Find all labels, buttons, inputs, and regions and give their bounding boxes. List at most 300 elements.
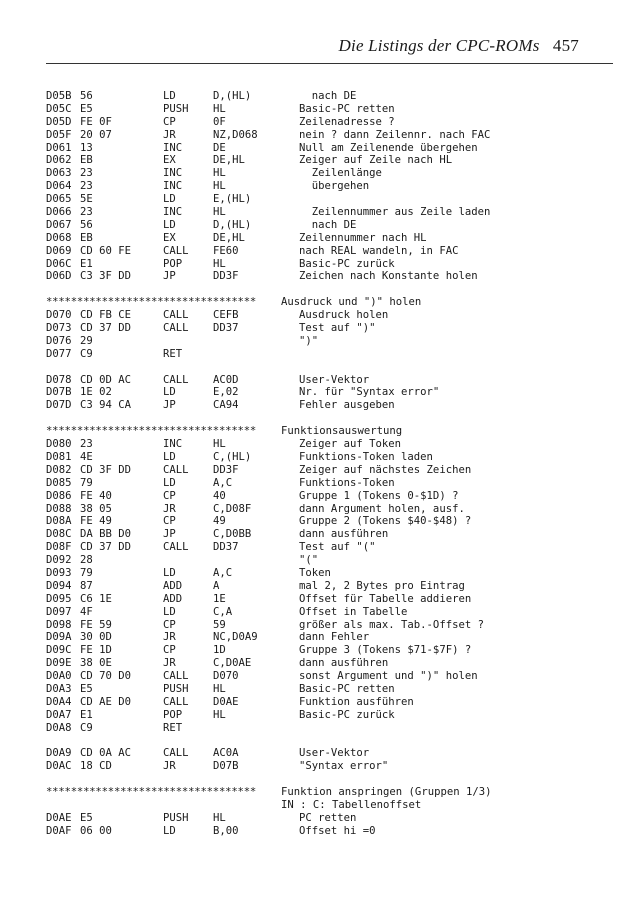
- opcode-bytes: 18 CD: [80, 760, 112, 773]
- comment: nach REAL wandeln, in FAC: [299, 244, 459, 257]
- opcode-bytes: CD 60 FE: [80, 244, 132, 257]
- comment: dann ausführen: [299, 528, 389, 541]
- listing-line: [46, 593, 606, 606]
- listing-line: [46, 270, 606, 283]
- address: D06D: [46, 270, 72, 283]
- opcode-bytes: CD AE D0: [80, 695, 132, 708]
- operand: DD37: [213, 322, 239, 335]
- comment: Funktions-Token laden: [299, 450, 433, 463]
- opcode-bytes: 87: [80, 579, 93, 592]
- opcode-bytes: 38 05: [80, 502, 112, 515]
- mnemonic: LD: [163, 90, 176, 102]
- address: D070: [46, 309, 72, 322]
- address: D061: [46, 141, 72, 154]
- operand: AC0D: [213, 373, 239, 386]
- address: D0A0: [46, 670, 72, 683]
- comment: Zeilennummer nach HL: [299, 231, 427, 244]
- mnemonic: LD: [163, 450, 176, 463]
- operand: 40: [213, 489, 226, 502]
- opcode-bytes: FE 1D: [80, 644, 112, 657]
- header-rule: [46, 63, 613, 64]
- opcode-bytes: E1: [80, 257, 93, 270]
- comment: Zeilenlänge: [299, 167, 382, 180]
- opcode-bytes: 56: [80, 218, 93, 231]
- mnemonic: JR: [163, 502, 176, 515]
- operand: 49: [213, 515, 226, 528]
- listing-line: [46, 747, 606, 760]
- listing-line: [46, 245, 606, 258]
- operand: HL: [213, 257, 226, 270]
- opcode-bytes: CD 37 DD: [80, 541, 132, 554]
- listing-line: [46, 258, 606, 271]
- blank-line: [46, 361, 606, 374]
- listing-line: [46, 219, 606, 232]
- comment: "Syntax error": [299, 760, 389, 773]
- opcode-bytes: 4E: [80, 450, 93, 463]
- blank-line: [46, 283, 606, 296]
- opcode-bytes: CD 3F DD: [80, 463, 132, 476]
- opcode-bytes: 4F: [80, 605, 93, 618]
- opcode-bytes: 38 0E: [80, 657, 112, 670]
- listing-line: [46, 154, 606, 167]
- opcode-bytes: FE 49: [80, 515, 112, 528]
- opcode-bytes: C3 94 CA: [80, 399, 132, 412]
- operand: 1D: [213, 644, 226, 657]
- mnemonic: CALL: [163, 309, 189, 322]
- operand: A: [213, 579, 220, 592]
- mnemonic: LD: [163, 476, 176, 489]
- opcode-bytes: C9: [80, 721, 93, 734]
- mnemonic: PUSH: [163, 102, 189, 115]
- address: D0A9: [46, 747, 72, 760]
- operand: 59: [213, 618, 226, 631]
- address: D067: [46, 218, 72, 231]
- mnemonic: LD: [163, 824, 176, 837]
- listing-line: [46, 180, 606, 193]
- book-title: Die Listings der CPC-ROMs: [338, 36, 540, 55]
- comment: Test auf "(": [299, 541, 376, 554]
- comment: größer als max. Tab.-Offset ?: [299, 618, 484, 631]
- opcode-bytes: FE 40: [80, 489, 112, 502]
- comment: Offset hi =0: [299, 824, 376, 837]
- opcode-bytes: 79: [80, 476, 93, 489]
- operand: C,D0BB: [213, 528, 252, 541]
- section-title: Funktion anspringen (Gruppen 1/3): [281, 786, 492, 799]
- address: D085: [46, 476, 72, 489]
- listing-line: [46, 631, 606, 644]
- comment: Funktion ausführen: [299, 695, 414, 708]
- comment: Basic-PC zurück: [299, 708, 395, 721]
- address: D0AE: [46, 811, 72, 824]
- address: D092: [46, 554, 72, 567]
- opcode-bytes: E5: [80, 682, 93, 695]
- mnemonic: PUSH: [163, 811, 189, 824]
- comment: Basic-PC retten: [299, 102, 395, 115]
- listing-line: [46, 503, 606, 516]
- address: D09C: [46, 644, 72, 657]
- mnemonic: RET: [163, 721, 183, 734]
- listing-line: [46, 709, 606, 722]
- comment: Nr. für "Syntax error": [299, 386, 440, 399]
- address: D07D: [46, 399, 72, 412]
- opcode-bytes: 20 07: [80, 128, 112, 141]
- mnemonic: CP: [163, 644, 176, 657]
- address: D065: [46, 193, 72, 206]
- opcode-bytes: CD 0A AC: [80, 747, 132, 760]
- address: D069: [46, 244, 72, 257]
- comment: Gruppe 2 (Tokens $40-$48) ?: [299, 515, 472, 528]
- address: D0A4: [46, 695, 72, 708]
- comment: User-Vektor: [299, 747, 370, 760]
- listing-line: [46, 348, 606, 361]
- page-header: [0, 0, 627, 62]
- running-head: [339, 36, 579, 56]
- mnemonic: PUSH: [163, 682, 189, 695]
- opcode-bytes: 1E 02: [80, 386, 112, 399]
- address: D082: [46, 463, 72, 476]
- listing-line: [46, 309, 606, 322]
- mnemonic: CALL: [163, 541, 189, 554]
- listing-line: [46, 825, 606, 838]
- address: D063: [46, 167, 72, 180]
- comment: User-Vektor: [299, 373, 370, 386]
- address: D093: [46, 566, 72, 579]
- mnemonic: INC: [163, 141, 183, 154]
- address: D08F: [46, 541, 72, 554]
- section-note: IN : C: Tabellenoffset: [281, 798, 422, 811]
- opcode-bytes: C3 3F DD: [80, 270, 132, 283]
- operand: A,C: [213, 566, 233, 579]
- operand: D0AE: [213, 695, 239, 708]
- listing-line: [46, 683, 606, 696]
- operand: DE,HL: [213, 154, 245, 167]
- operand: DE,HL: [213, 231, 245, 244]
- mnemonic: POP: [163, 257, 183, 270]
- opcode-bytes: 28: [80, 554, 93, 567]
- listing-line: [46, 103, 606, 116]
- mnemonic: INC: [163, 438, 183, 451]
- opcode-bytes: C9: [80, 347, 93, 360]
- operand: CA94: [213, 399, 239, 412]
- mnemonic: JR: [163, 631, 176, 644]
- mnemonic: LD: [163, 193, 176, 206]
- opcode-bytes: CD 37 DD: [80, 322, 132, 335]
- listing-line: [46, 399, 606, 412]
- address: D095: [46, 592, 72, 605]
- mnemonic: INC: [163, 206, 183, 219]
- listing-line: [46, 193, 606, 206]
- mnemonic: JP: [163, 399, 176, 412]
- listing-line: [46, 619, 606, 632]
- listing-line: [46, 206, 606, 219]
- address: D09E: [46, 657, 72, 670]
- section-header: [46, 786, 606, 799]
- operand: D,(HL): [213, 90, 252, 102]
- comment: Test auf ")": [299, 322, 376, 335]
- mnemonic: INC: [163, 180, 183, 193]
- comment: Zeilenadresse ?: [299, 115, 395, 128]
- mnemonic: POP: [163, 708, 183, 721]
- address: D078: [46, 373, 72, 386]
- comment: Basic-PC retten: [299, 682, 395, 695]
- mnemonic: CALL: [163, 747, 189, 760]
- listing-line: [46, 438, 606, 451]
- operand: C,D0AE: [213, 657, 252, 670]
- listing-line: [46, 760, 606, 773]
- mnemonic: LD: [163, 605, 176, 618]
- operand: CEFB: [213, 309, 239, 322]
- operand: HL: [213, 682, 226, 695]
- listing-line: [46, 490, 606, 503]
- operand: HL: [213, 167, 226, 180]
- operand: C,(HL): [213, 450, 252, 463]
- address: D08A: [46, 515, 72, 528]
- mnemonic: LD: [163, 566, 176, 579]
- operand: DD3F: [213, 270, 239, 283]
- mnemonic: JR: [163, 657, 176, 670]
- address: D05B: [46, 90, 72, 102]
- opcode-bytes: 56: [80, 90, 93, 102]
- listing-line: [46, 554, 606, 567]
- blank-line: [46, 412, 606, 425]
- opcode-bytes: EB: [80, 154, 93, 167]
- listing-line: [46, 515, 606, 528]
- operand: HL: [213, 708, 226, 721]
- operand: D,(HL): [213, 218, 252, 231]
- opcode-bytes: 23: [80, 206, 93, 219]
- mnemonic: JR: [163, 760, 176, 773]
- address: D098: [46, 618, 72, 631]
- address: D062: [46, 154, 72, 167]
- comment: Zeiger auf Zeile nach HL: [299, 154, 453, 167]
- address: D05C: [46, 102, 72, 115]
- listing-line: [46, 606, 606, 619]
- mnemonic: CP: [163, 489, 176, 502]
- mnemonic: CALL: [163, 322, 189, 335]
- address: D0A8: [46, 721, 72, 734]
- operand: C,A: [213, 605, 233, 618]
- address: D066: [46, 206, 72, 219]
- address: D06C: [46, 257, 72, 270]
- opcode-bytes: 5E: [80, 193, 93, 206]
- address: D05D: [46, 115, 72, 128]
- comment: Zeiger auf nächstes Zeichen: [299, 463, 472, 476]
- mnemonic: RET: [163, 347, 183, 360]
- address: D094: [46, 579, 72, 592]
- operand: B,00: [213, 824, 239, 837]
- opcode-bytes: E1: [80, 708, 93, 721]
- mnemonic: CALL: [163, 695, 189, 708]
- section-header: [46, 296, 606, 309]
- address: D064: [46, 180, 72, 193]
- mnemonic: CP: [163, 515, 176, 528]
- address: D09A: [46, 631, 72, 644]
- section-title: Funktionsauswertung: [281, 425, 403, 438]
- address: D08C: [46, 528, 72, 541]
- listing-line: [46, 386, 606, 399]
- mnemonic: EX: [163, 231, 176, 244]
- listing-line: [46, 451, 606, 464]
- operand: NZ,D068: [213, 128, 258, 141]
- mnemonic: JR: [163, 128, 176, 141]
- opcode-bytes: CD FB CE: [80, 309, 132, 322]
- listing-line: [46, 477, 606, 490]
- operand: HL: [213, 811, 226, 824]
- address: D073: [46, 322, 72, 335]
- comment: Null am Zeilenende übergehen: [299, 141, 478, 154]
- mnemonic: CALL: [163, 463, 189, 476]
- listing-line: [46, 670, 606, 683]
- operand: E,02: [213, 386, 239, 399]
- comment: PC retten: [299, 811, 357, 824]
- comment: nach DE: [299, 90, 357, 102]
- listing-line: [46, 335, 606, 348]
- opcode-bytes: 30 0D: [80, 631, 112, 644]
- listing-line: [46, 528, 606, 541]
- address: D097: [46, 605, 72, 618]
- comment: Offset in Tabelle: [299, 605, 408, 618]
- mnemonic: JP: [163, 528, 176, 541]
- comment: "(": [299, 554, 319, 567]
- address: D077: [46, 347, 72, 360]
- address: D0A3: [46, 682, 72, 695]
- operand: HL: [213, 438, 226, 451]
- comment: Zeilennummer aus Zeile laden: [299, 206, 491, 219]
- opcode-bytes: EB: [80, 231, 93, 244]
- listing-line: [46, 644, 606, 657]
- listing-line: [46, 322, 606, 335]
- opcode-bytes: FE 0F: [80, 115, 112, 128]
- comment: Basic-PC zurück: [299, 257, 395, 270]
- operand: AC0A: [213, 747, 239, 760]
- comment: Gruppe 3 (Tokens $71-$7F) ?: [299, 644, 472, 657]
- operand: 1E: [213, 592, 226, 605]
- listing-line: [46, 142, 606, 155]
- operand: HL: [213, 102, 226, 115]
- comment: mal 2, 2 Bytes pro Eintrag: [299, 579, 465, 592]
- mnemonic: CP: [163, 618, 176, 631]
- page-number: 457: [552, 36, 579, 55]
- mnemonic: LD: [163, 386, 176, 399]
- blank-line: [46, 773, 606, 786]
- operand: D070: [213, 670, 239, 683]
- listing-line: [46, 696, 606, 709]
- address: D0AF: [46, 824, 72, 837]
- opcode-bytes: 23: [80, 167, 93, 180]
- operand: C,D08F: [213, 502, 252, 515]
- listing-line: [46, 541, 606, 554]
- address: D076: [46, 334, 72, 347]
- mnemonic: LD: [163, 218, 176, 231]
- opcode-bytes: 06 00: [80, 824, 112, 837]
- operand: D07B: [213, 760, 239, 773]
- comment: Token: [299, 566, 331, 579]
- operand: HL: [213, 180, 226, 193]
- comment: sonst Argument und ")" holen: [299, 670, 478, 683]
- opcode-bytes: 13: [80, 141, 93, 154]
- comment: nein ? dann Zeilennr. nach FAC: [299, 128, 491, 141]
- address: D0AC: [46, 760, 72, 773]
- section-header: [46, 425, 606, 438]
- opcode-bytes: 23: [80, 438, 93, 451]
- listing-line: [46, 129, 606, 142]
- opcode-bytes: FE 59: [80, 618, 112, 631]
- mnemonic: CALL: [163, 373, 189, 386]
- comment: ")": [299, 334, 319, 347]
- opcode-bytes: 29: [80, 334, 93, 347]
- blank-line: [46, 735, 606, 748]
- separator-stars: **********************************: [46, 296, 257, 309]
- mnemonic: ADD: [163, 579, 183, 592]
- opcode-bytes: DA BB D0: [80, 528, 132, 541]
- mnemonic: JP: [163, 270, 176, 283]
- listing-line: [46, 90, 606, 103]
- operand: HL: [213, 206, 226, 219]
- operand: DD3F: [213, 463, 239, 476]
- listing-line: [46, 464, 606, 477]
- section-subheader: [46, 799, 606, 812]
- comment: Zeiger auf Token: [299, 438, 402, 451]
- listing-line: [46, 232, 606, 245]
- address: D068: [46, 231, 72, 244]
- opcode-bytes: 79: [80, 566, 93, 579]
- separator-stars: **********************************: [46, 425, 257, 438]
- opcode-bytes: E5: [80, 811, 93, 824]
- mnemonic: CALL: [163, 244, 189, 257]
- comment: Zeichen nach Konstante holen: [299, 270, 478, 283]
- mnemonic: INC: [163, 167, 183, 180]
- section-title: Ausdruck und ")" holen: [281, 296, 422, 309]
- comment: Offset für Tabelle addieren: [299, 592, 472, 605]
- listing-line: [46, 567, 606, 580]
- address: D080: [46, 438, 72, 451]
- comment: dann ausführen: [299, 657, 389, 670]
- comment: dann Fehler: [299, 631, 370, 644]
- operand: FE60: [213, 244, 239, 257]
- operand: E,(HL): [213, 193, 252, 206]
- address: D07B: [46, 386, 72, 399]
- listing-line: [46, 116, 606, 129]
- operand: DE: [213, 141, 226, 154]
- operand: NC,D0A9: [213, 631, 258, 644]
- address: D0A7: [46, 708, 72, 721]
- comment: nach DE: [299, 218, 357, 231]
- address: D086: [46, 489, 72, 502]
- mnemonic: CALL: [163, 670, 189, 683]
- comment: dann Argument holen, ausf.: [299, 502, 465, 515]
- comment: übergehen: [299, 180, 370, 193]
- comment: Funktions-Token: [299, 476, 395, 489]
- operand: A,C: [213, 476, 233, 489]
- opcode-bytes: 23: [80, 180, 93, 193]
- separator-stars: **********************************: [46, 786, 257, 799]
- listing-line: [46, 657, 606, 670]
- operand: DD37: [213, 541, 239, 554]
- opcode-bytes: C6 1E: [80, 592, 112, 605]
- address: D081: [46, 450, 72, 463]
- listing-line: [46, 722, 606, 735]
- listing-line: [46, 812, 606, 825]
- comment: Ausdruck holen: [299, 309, 389, 322]
- listing-line: [46, 374, 606, 387]
- mnemonic: CP: [163, 115, 176, 128]
- listing-line: [46, 167, 606, 180]
- mnemonic: ADD: [163, 592, 183, 605]
- assembly-listing: [46, 90, 606, 838]
- listing-line: [46, 580, 606, 593]
- comment: Gruppe 1 (Tokens 0-$1D) ?: [299, 489, 459, 502]
- mnemonic: EX: [163, 154, 176, 167]
